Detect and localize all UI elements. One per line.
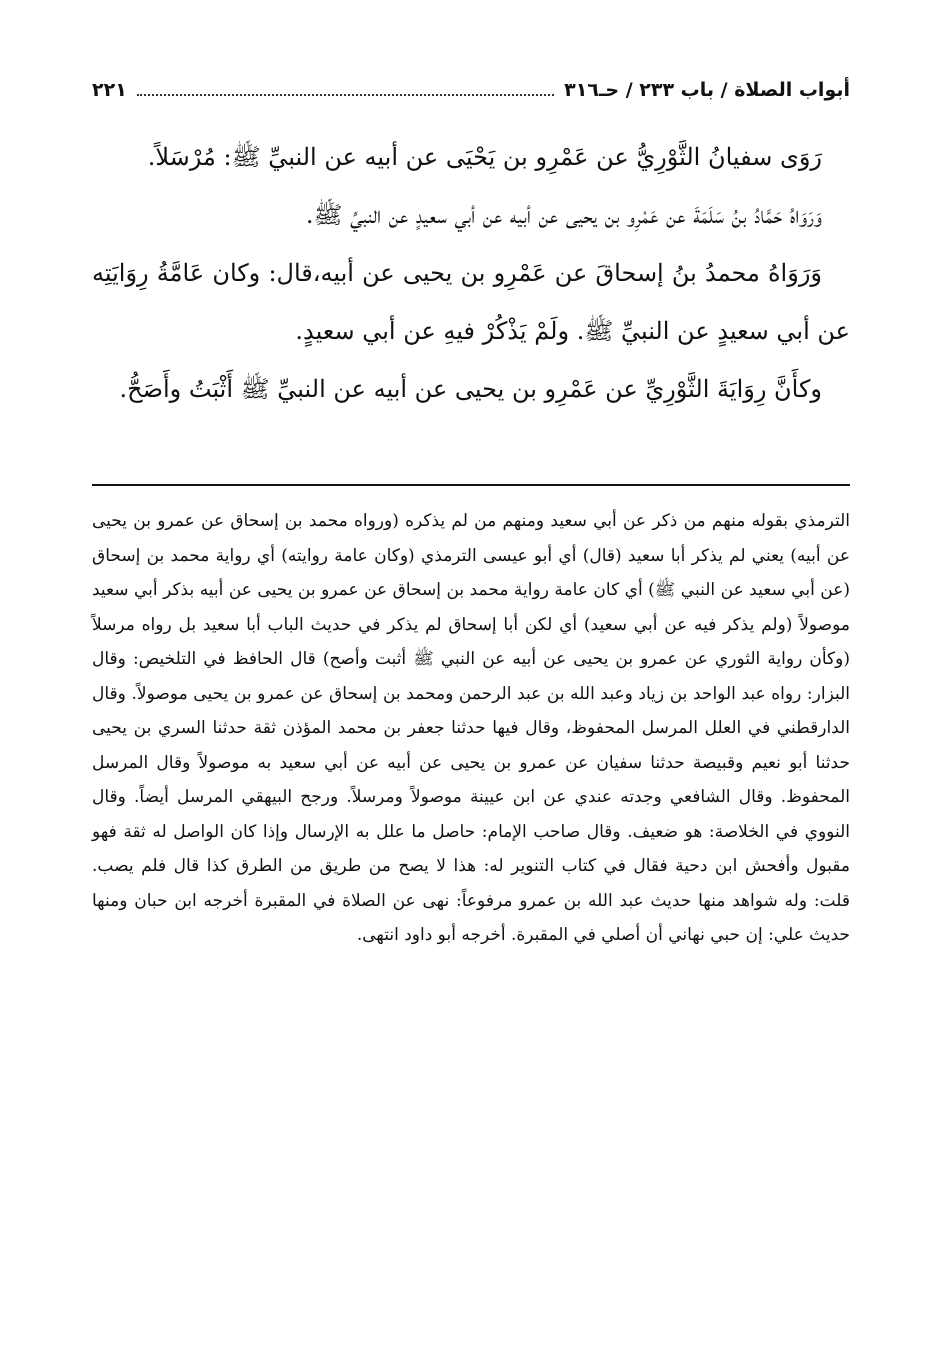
- dotted-leader: [137, 93, 554, 96]
- commentary-text: [92, 504, 850, 953]
- hadith-paragraph: وَرَوَاهُ محمدُ بنُ إسحاقَ عن عَمْرِو بن يحيى عن أبيه،قال: وكان عَامَّةُ رِوَايَتِه عن أبي سعيدٍ عن النبيِّ ﷺ. ولَمْ يَذْكُرْ فيهِ عن أبي سعيدٍ.: [92, 259, 850, 345]
- hadith-paragraph: وكأَنَّ رِوَايَةَ الثَّوْرِيِّ عن عَمْرِو بن يحيى عن أبيه عن النبيِّ ﷺ أَثْبَتُ وأَصَحُّ.: [119, 375, 822, 403]
- hadith-text: [92, 128, 850, 418]
- page-header: [92, 72, 850, 108]
- commentary-separator: [92, 484, 850, 486]
- page-number: ٢٢١: [92, 79, 127, 101]
- running-head: أبواب الصلاة / باب ٢٣٣ / حـ٣١٦: [564, 79, 850, 101]
- hadith-paragraph: رَوَى سفيانُ الثَّوْرِيُّ عن عَمْرِو بن يَحْيَى عن أبيه عن النبيِّ ﷺ: مُرْسَلاً.: [147, 143, 822, 171]
- hadith-paragraph: وَرَوَاهُ حَمَّادُ بنُ سَلَمَةَ عن عَمْرِو بن يحيى عن أبيه عن أبي سعيدٍ عن النبيِّ ﷺ.: [305, 201, 822, 229]
- commentary-paragraph: الترمذي بقوله منهم من ذكر عن أبي سعيد ومنهم من لم يذكره (ورواه محمد بن إسحاق عن عمرو بن يحيى عن أبيه) يعني لم يذكر أبا سعيد (قال) أي أبو عيسى الترمذي (وكان عامة روايته) أي رواية محمد بن إسحاق (عن أبي سعيد عن النبي ﷺ) أي كان عامة رواية محمد بن إسحاق عن عمرو بن يحيى عن أبيه بذكر أبي سعيد موصولاً (ولم يذكر فيه عن أبي سعيد) أي لكن أبا إسحاق لم يذكر في حديث الباب أبا سعيد بل رواه مرسلاً (وكأن رواية الثوري عن عمرو بن يحيى عن أبيه عن النبي ﷺ أثبت وأصح) قال الحافظ في التلخيص: وقال البزار: رواه عبد الواحد بن زياد وعبد الله بن عبد الرحمن ومحمد بن إسحاق عن عمرو بن يحيى موصولاً. وقال الدارقطني في العلل المرسل المحفوظ، وقال فيها حدثنا جعفر بن محمد المؤذن ثقة حدثنا السري بن يحيى حدثنا أبو نعيم وقبيصة حدثنا سفيان عن عمرو بن يحيى عن أبيه عن أبي سعيد به موصولاً وقال المرسل المحفوظ. وقال الشافعي وجدته عندي عن ابن عيينة موصولاً ومرسلاً. ورجح البيهقي المرسل أيضاً. وقال النووي في الخلاصة: هو ضعيف. وقال صاحب الإمام: حاصل ما علل به الإرسال وإذا كان الواصل له ثقة فهو مقبول وأفحش ابن دحية فقال في كتاب التنوير له: هذا لا يصح من طريق من الطرق كذا قال فلم يصب. قلت: وله شواهد منها حديث عبد الله بن عمرو مرفوعاً: نهى عن الصلاة في المقبرة أخرجه ابن حبان ومنها حديث علي: إن حبي نهاني أن أصلي في المقبرة. أخرجه أبو داود انتهى.: [92, 511, 850, 945]
